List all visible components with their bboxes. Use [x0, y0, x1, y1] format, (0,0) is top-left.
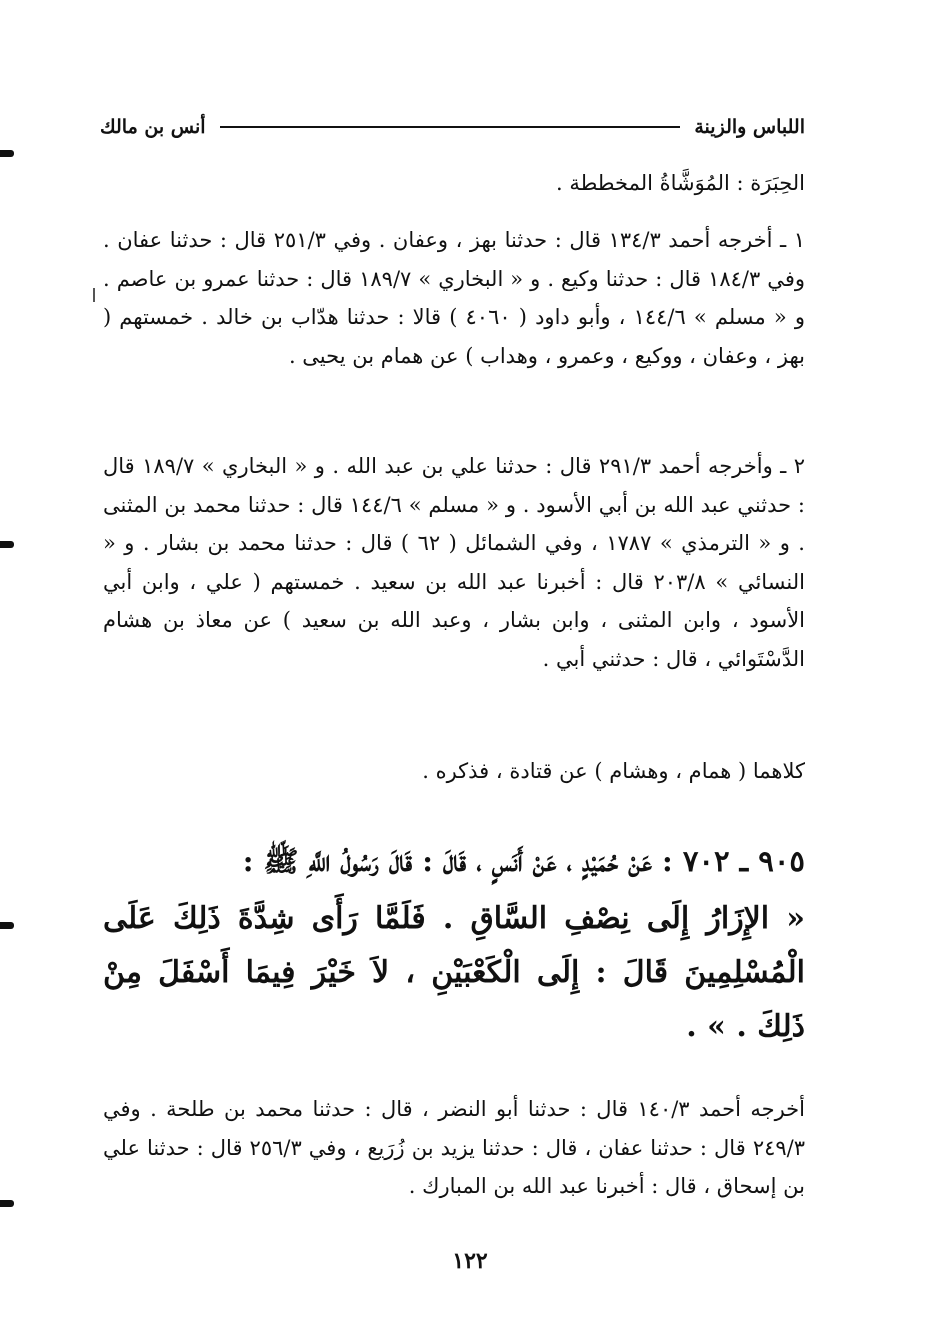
- hadith-text: « الإِزَارُ إِلَى نِصْفِ السَّاقِ . فَلَمَّا رَأَى شِدَّةَ ذَلِكَ عَلَى الْمُسْلِمِينَ قَالَ : إِلَى الْكَعْبَيْنِ ، لاَ خَيْرَ فِيمَا أَسْفَلَ مِنْ ذَلِكَ . » .: [103, 901, 805, 1044]
- takhrij-1-block: [103, 221, 805, 375]
- scan-stray-mark: [93, 288, 95, 302]
- intro-definition-block: [103, 164, 805, 203]
- running-header: [100, 112, 805, 142]
- summary-line: كلاهما ( همام ، وهشام ) عن قتادة ، فذكره .: [422, 759, 805, 783]
- summary-block: [103, 752, 805, 791]
- header-rule: [220, 126, 681, 128]
- hadith-heading: ٩٠٥ ـ ٧٠٢ : عَنْ حُمَيْدٍ ، عَنْ أَنَسٍ ، قَالَ : قَالَ رَسُولُ اللَّهِ ﷺ :: [242, 844, 805, 878]
- takhrij-1: ١ ـ أخرجه أحمد ١٣٤/٣ قال : حدثنا بهز ، وعفان . وفي ٢٥١/٣ قال : حدثنا عفان . وفي ١٨٤/٣ قال : حدثنا وكيع . و « البخاري » ١٨٩/٧ قال : حدثنا عمرو بن عاصم . و « مسلم » ١٤٤/٦ ، وأبو داود ( ٤٠٦٠ ) قالا : حدثنا هدّاب بن خالد . خمستهم ( بهز ، وعفان ، ووكيع ، وعمرو ، وهداب ) عن همام بن يحيى .: [103, 228, 805, 368]
- scan-edge-mark: [0, 150, 14, 157]
- takhrij-2-block: [103, 447, 805, 678]
- header-chapter-title: اللباس والزينة: [694, 116, 805, 138]
- scan-edge-mark: [0, 1200, 14, 1207]
- page-number: ١٢٢: [452, 1248, 488, 1274]
- scan-edge-mark: [0, 541, 14, 548]
- scan-edge-mark: [0, 922, 14, 929]
- takhrij-3: أخرجه أحمد ١٤٠/٣ قال : حدثنا أبو النضر ، قال : حدثنا محمد بن طلحة . وفي ٢٤٩/٣ قال : حدثنا عفان ، قال : حدثنا يزيد بن زُرَيع ، وفي ٢٥٦/٣ قال : حدثنا علي بن إسحاق ، قال : أخبرنا عبد الله بن المبارك .: [103, 1097, 806, 1198]
- intro-definition: الحِبَرَة : المُوَشَّاةُ المخططة .: [555, 171, 805, 195]
- hadith-block: [103, 836, 805, 1054]
- header-narrator-name: أنس بن مالك: [100, 116, 206, 138]
- takhrij-2: ٢ ـ وأخرجه أحمد ٢٩١/٣ قال : حدثنا علي بن عبد الله . و « البخاري » ١٨٩/٧ قال : حدثني عبد الله بن أبي الأسود . و « مسلم » ١٤٤/٦ قال : حدثنا محمد بن المثنى . و « الترمذي » ١٧٨٧ ، وفي الشمائل ( ٦٢ ) قال : حدثنا محمد بن بشار . و « النسائي » ٢٠٣/٨ قال : أخبرنا عبد الله بن سعيد . خمستهم ( علي ، وابن أبي الأسود ، وابن المثنى ، وابن بشار ، وعبد الله بن سعيد ) عن معاذ بن هشام الدَّسْتَوائي ، قال : حدثني أبي .: [103, 454, 806, 671]
- takhrij-3-block: [103, 1090, 805, 1206]
